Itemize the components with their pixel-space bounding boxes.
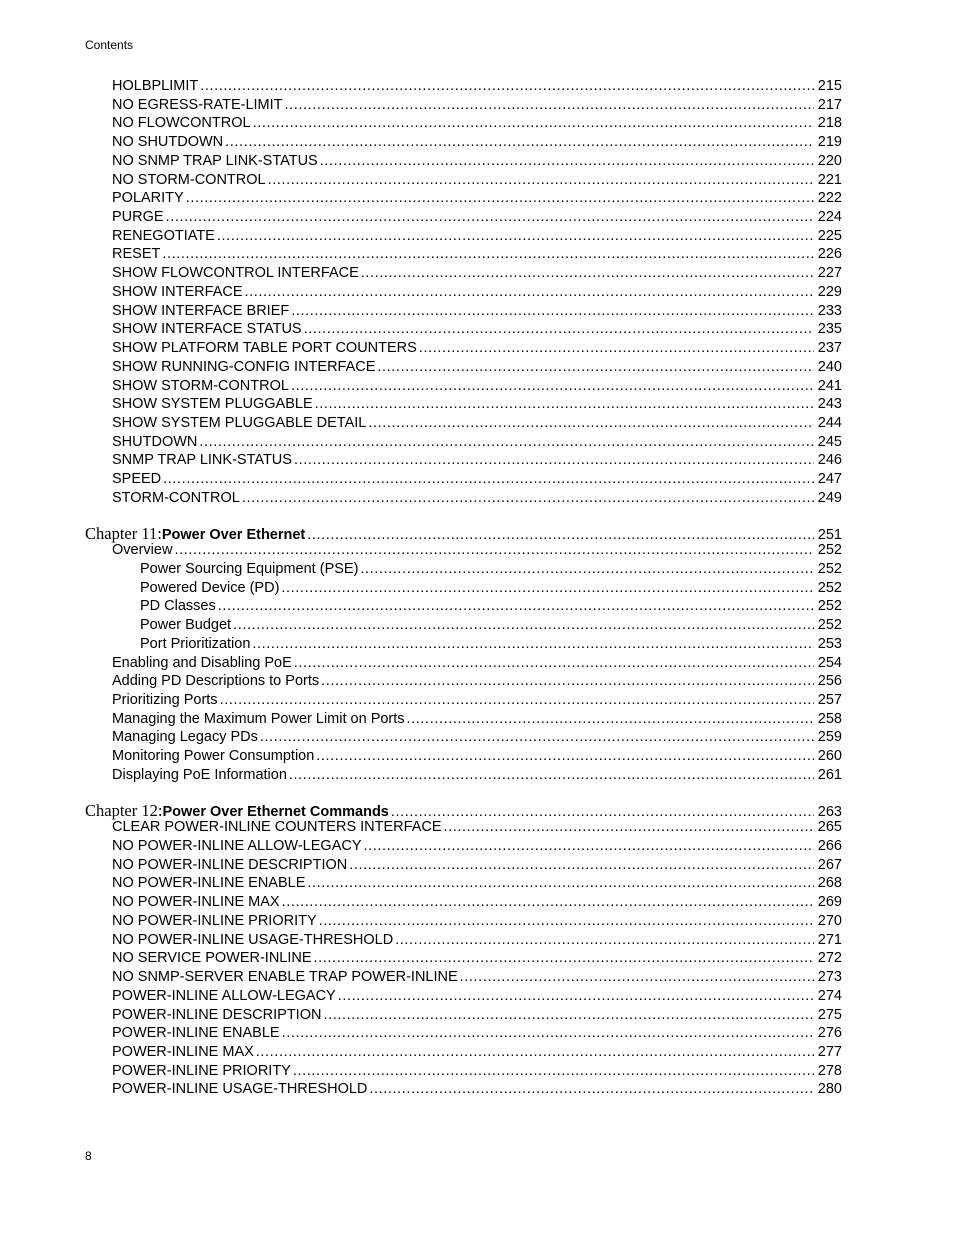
toc-entry-page: 217: [817, 96, 842, 113]
toc-entry-title: NO POWER-INLINE MAX: [112, 894, 280, 911]
toc-entry[interactable]: [85, 1063, 842, 1082]
dot-leader: [377, 359, 814, 375]
toc-entry-title: Adding PD Descriptions to Ports: [112, 673, 320, 690]
toc-entry-title: RENEGOTIATE: [112, 227, 215, 244]
toc-entry-title: SNMP TRAP LINK-STATUS: [112, 452, 292, 469]
dot-leader: [256, 1044, 814, 1060]
toc-entry-title: SHOW STORM-CONTROL: [112, 377, 289, 394]
toc-entry-title: SHUTDOWN: [112, 433, 198, 450]
toc-entry-title: SHOW SYSTEM PLUGGABLE: [112, 396, 313, 413]
toc-entry[interactable]: [85, 321, 842, 340]
toc-entry-title: PURGE: [112, 209, 164, 226]
toc-entry-title: CLEAR POWER-INLINE COUNTERS INTERFACE: [112, 819, 442, 836]
toc-entry[interactable]: [85, 190, 842, 209]
dot-leader: [200, 78, 814, 94]
toc-entry-title: POLARITY: [112, 190, 184, 207]
toc-entry-title: HOLBPLIMIT: [112, 78, 199, 94]
dot-leader: [369, 1081, 814, 1097]
toc-entry[interactable]: [85, 819, 842, 838]
toc-entry-page: 249: [817, 489, 842, 506]
toc-entry[interactable]: [85, 303, 842, 322]
dot-leader: [407, 711, 814, 727]
toc-entry-page: 260: [817, 748, 842, 765]
toc-entry-page: 271: [817, 931, 842, 948]
toc-entry-page: 225: [817, 227, 842, 244]
dot-leader: [242, 490, 814, 506]
dot-leader: [233, 617, 814, 633]
toc-entry[interactable]: [85, 748, 842, 767]
toc-entry-title: NO STORM-CONTROL: [112, 171, 266, 188]
toc-entry-title: Monitoring Power Consumption: [112, 748, 315, 765]
dot-leader: [360, 561, 814, 577]
toc-entry[interactable]: [85, 838, 842, 857]
toc-entry[interactable]: [85, 894, 842, 913]
toc-entry-title: SHOW INTERFACE: [112, 283, 243, 300]
toc-entry[interactable]: [85, 655, 842, 674]
dot-leader: [323, 1007, 814, 1023]
toc-entry-page: 218: [817, 115, 842, 132]
toc-entry[interactable]: [85, 767, 842, 786]
dot-leader: [294, 655, 814, 671]
chapter-heading[interactable]: [85, 524, 842, 543]
toc-entry-page: 267: [817, 856, 842, 873]
toc-entry[interactable]: [85, 396, 842, 415]
toc-entry-title: Port Prioritization: [140, 635, 251, 652]
table-of-contents: [85, 78, 842, 1100]
toc-entry-page: 272: [817, 950, 842, 967]
toc-entry-title: NO SNMP-SERVER ENABLE TRAP POWER-INLINE: [112, 969, 458, 986]
toc-entry[interactable]: [85, 115, 842, 134]
dot-leader: [220, 692, 814, 708]
toc-entry-title: SHOW INTERFACE STATUS: [112, 321, 302, 338]
toc-entry[interactable]: [85, 284, 842, 303]
toc-entry-title: Managing the Maximum Power Limit on Ports: [112, 710, 405, 727]
toc-entry-page: 221: [817, 171, 842, 188]
dot-leader: [162, 246, 814, 262]
toc-entry-page: 229: [817, 283, 842, 300]
dot-leader: [349, 857, 814, 873]
toc-entry-page: 266: [817, 838, 842, 855]
toc-entry-page: 237: [817, 340, 842, 357]
dot-leader: [419, 340, 814, 356]
dot-leader: [368, 415, 814, 431]
toc-entry-page: 256: [817, 673, 842, 690]
toc-entry-page: 269: [817, 894, 842, 911]
dot-leader: [444, 819, 814, 835]
toc-entry[interactable]: [85, 246, 842, 265]
toc-entry-page: 252: [817, 560, 842, 577]
toc-entry-title: NO SHUTDOWN: [112, 134, 224, 151]
toc-entry-page: 252: [817, 598, 842, 615]
dot-leader: [321, 673, 814, 689]
chapter-page: 263: [817, 803, 842, 820]
dot-leader: [361, 265, 814, 281]
toc-entry[interactable]: [85, 97, 842, 116]
toc-entry[interactable]: [85, 471, 842, 490]
toc-entry[interactable]: [85, 1044, 842, 1063]
toc-entry-page: 245: [817, 433, 842, 450]
toc-entry-title: Prioritizing Ports: [112, 692, 218, 708]
toc-entry-title: NO POWER-INLINE ENABLE: [112, 875, 306, 892]
dot-leader: [199, 434, 814, 450]
toc-entry-title: SHOW PLATFORM TABLE PORT COUNTERS: [112, 340, 417, 357]
toc-entry-title: POWER-INLINE MAX: [112, 1043, 254, 1060]
dot-leader: [163, 471, 814, 487]
dot-leader: [289, 767, 814, 783]
dot-leader: [225, 134, 814, 150]
toc-entry-title: POWER-INLINE PRIORITY: [112, 1062, 291, 1079]
toc-entry-page: 220: [817, 152, 842, 169]
toc-entry[interactable]: [85, 729, 842, 748]
toc-entry[interactable]: [85, 359, 842, 378]
toc-entry-page: 240: [817, 358, 842, 375]
toc-entry[interactable]: [85, 1081, 842, 1100]
toc-entry-title: Displaying PoE Information: [112, 766, 287, 783]
toc-entry[interactable]: [85, 228, 842, 247]
toc-entry-title: Power Sourcing Equipment (PSE): [140, 560, 359, 577]
toc-entry-page: 252: [817, 617, 842, 634]
toc-entry[interactable]: [85, 490, 842, 509]
toc-entry-title: NO SNMP TRAP LINK-STATUS: [112, 152, 318, 169]
toc-entry[interactable]: [85, 673, 842, 692]
toc-entry-title: SHOW SYSTEM PLUGGABLE DETAIL: [112, 414, 367, 431]
toc-entry[interactable]: [85, 950, 842, 969]
toc-entry[interactable]: [85, 969, 842, 988]
chapter-page: 251: [817, 526, 842, 543]
dot-leader: [314, 950, 814, 966]
toc-entry-page: 244: [817, 414, 842, 431]
chapter-label: Chapter 11:: [85, 523, 162, 543]
dot-leader: [252, 636, 814, 652]
toc-entry-page: 227: [817, 265, 842, 282]
dot-leader: [186, 190, 814, 206]
toc-entry-page: 276: [817, 1025, 842, 1042]
dot-leader: [304, 321, 814, 337]
toc-entry-title: Power Budget: [140, 617, 232, 634]
toc-entry-title: Overview: [112, 542, 173, 559]
toc-entry-page: 278: [817, 1062, 842, 1079]
toc-entry-page: 277: [817, 1043, 842, 1060]
chapter-label: Chapter 12:: [85, 800, 163, 820]
dot-leader: [166, 209, 814, 225]
toc-entry-page: 270: [817, 912, 842, 929]
toc-entry[interactable]: [85, 415, 842, 434]
dot-leader: [395, 932, 814, 948]
toc-entry-title: Managing Legacy PDs: [112, 729, 258, 746]
dot-leader: [218, 598, 814, 614]
toc-entry-page: 261: [817, 766, 842, 783]
page-number: 8: [85, 1149, 92, 1163]
dot-leader: [307, 875, 814, 891]
toc-entry[interactable]: [85, 988, 842, 1007]
toc-entry-page: 280: [817, 1081, 842, 1098]
chapter-heading[interactable]: [85, 801, 842, 820]
toc-entry-title: Powered Device (PD): [140, 579, 280, 596]
toc-entry-title: NO SERVICE POWER-INLINE: [112, 950, 312, 967]
toc-entry-page: 247: [817, 471, 842, 488]
toc-entry-title: RESET: [112, 246, 161, 263]
dot-leader: [291, 303, 814, 319]
dot-leader: [268, 172, 814, 188]
toc-entry-page: 273: [817, 969, 842, 986]
toc-entry-page: 253: [817, 635, 842, 652]
dot-leader: [217, 228, 814, 244]
toc-entry[interactable]: [85, 209, 842, 228]
dot-leader: [364, 838, 814, 854]
toc-entry-page: 226: [817, 246, 842, 263]
toc-entry[interactable]: [85, 1007, 842, 1026]
toc-entry-title: SHOW INTERFACE BRIEF: [112, 302, 290, 319]
toc-entry-title: POWER-INLINE ENABLE: [112, 1025, 280, 1042]
toc-entry-page: 259: [817, 729, 842, 746]
dot-leader: [391, 804, 814, 820]
toc-entry-page: 215: [817, 78, 842, 94]
toc-entry[interactable]: [85, 153, 842, 172]
toc-entry-title: POWER-INLINE ALLOW-LEGACY: [112, 987, 336, 1004]
toc-entry-title: STORM-CONTROL: [112, 489, 240, 506]
toc-entry[interactable]: [85, 378, 842, 397]
toc-entry-page: 254: [817, 654, 842, 671]
dot-leader: [460, 969, 814, 985]
chapter-title: Power Over Ethernet: [161, 526, 306, 543]
toc-entry-title: SHOW FLOWCONTROL INTERFACE: [112, 265, 359, 282]
toc-entry-title: POWER-INLINE USAGE-THRESHOLD: [112, 1081, 368, 1098]
toc-entry[interactable]: [85, 78, 842, 97]
toc-entry[interactable]: [85, 636, 842, 655]
toc-entry-title: SHOW RUNNING-CONFIG INTERFACE: [112, 358, 376, 375]
dot-leader: [320, 153, 814, 169]
dot-leader: [293, 1063, 814, 1079]
toc-entry[interactable]: [85, 452, 842, 471]
dot-leader: [282, 1025, 814, 1041]
toc-entry-title: NO FLOWCONTROL: [112, 115, 251, 132]
toc-entry[interactable]: [85, 932, 842, 951]
toc-entry-page: 252: [817, 579, 842, 596]
toc-entry-page: 241: [817, 377, 842, 394]
toc-entry-page: 219: [817, 134, 842, 151]
toc-entry-page: 243: [817, 396, 842, 413]
toc-entry-title: SPEED: [112, 471, 162, 488]
dot-leader: [291, 378, 814, 394]
dot-leader: [338, 988, 814, 1004]
toc-entry-title: NO EGRESS-RATE-LIMIT: [112, 96, 283, 113]
dot-leader: [282, 894, 814, 910]
dot-leader: [315, 396, 814, 412]
toc-entry[interactable]: [85, 913, 842, 932]
dot-leader: [245, 284, 814, 300]
dot-leader: [174, 542, 814, 558]
toc-entry[interactable]: [85, 1025, 842, 1044]
toc-entry[interactable]: [85, 172, 842, 191]
toc-entry[interactable]: [85, 434, 842, 453]
toc-entry-title: NO POWER-INLINE DESCRIPTION: [112, 856, 348, 873]
dot-leader: [319, 913, 814, 929]
toc-entry-page: 222: [817, 190, 842, 207]
toc-entry[interactable]: [85, 617, 842, 636]
toc-entry-title: Enabling and Disabling PoE: [112, 654, 292, 671]
toc-entry-page: 224: [817, 209, 842, 226]
toc-entry[interactable]: [85, 580, 842, 599]
toc-entry[interactable]: [85, 265, 842, 284]
toc-entry-page: 265: [817, 819, 842, 836]
toc-entry[interactable]: [85, 875, 842, 894]
toc-entry-page: 257: [817, 692, 842, 708]
dot-leader: [307, 527, 814, 543]
running-header: Contents: [85, 38, 134, 52]
toc-entry-page: 252: [817, 542, 842, 559]
dot-leader: [281, 580, 814, 596]
toc-entry[interactable]: [85, 561, 842, 580]
toc-entry-page: 268: [817, 875, 842, 892]
dot-leader: [294, 452, 814, 468]
toc-entry-page: 274: [817, 987, 842, 1004]
toc-entry-page: 233: [817, 302, 842, 319]
toc-entry-page: 246: [817, 452, 842, 469]
toc-entry[interactable]: [85, 857, 842, 876]
toc-entry[interactable]: [85, 598, 842, 617]
dot-leader: [253, 115, 814, 131]
toc-entry-title: POWER-INLINE DESCRIPTION: [112, 1006, 322, 1023]
toc-entry[interactable]: [85, 340, 842, 359]
toc-entry-title: PD Classes: [140, 598, 216, 615]
toc-entry-title: NO POWER-INLINE PRIORITY: [112, 912, 317, 929]
dot-leader: [316, 748, 814, 764]
toc-entry[interactable]: [85, 134, 842, 153]
toc-entry[interactable]: [85, 542, 842, 561]
toc-entry-page: 235: [817, 321, 842, 338]
dot-leader: [285, 97, 814, 113]
toc-entry-title: NO POWER-INLINE ALLOW-LEGACY: [112, 838, 362, 855]
chapter-title: Power Over Ethernet Commands: [162, 803, 389, 820]
toc-entry[interactable]: [85, 692, 842, 711]
toc-entry-page: 258: [817, 710, 842, 727]
toc-entry-page: 275: [817, 1006, 842, 1023]
dot-leader: [260, 729, 814, 745]
toc-entry-title: NO POWER-INLINE USAGE-THRESHOLD: [112, 931, 394, 948]
toc-entry[interactable]: [85, 711, 842, 730]
